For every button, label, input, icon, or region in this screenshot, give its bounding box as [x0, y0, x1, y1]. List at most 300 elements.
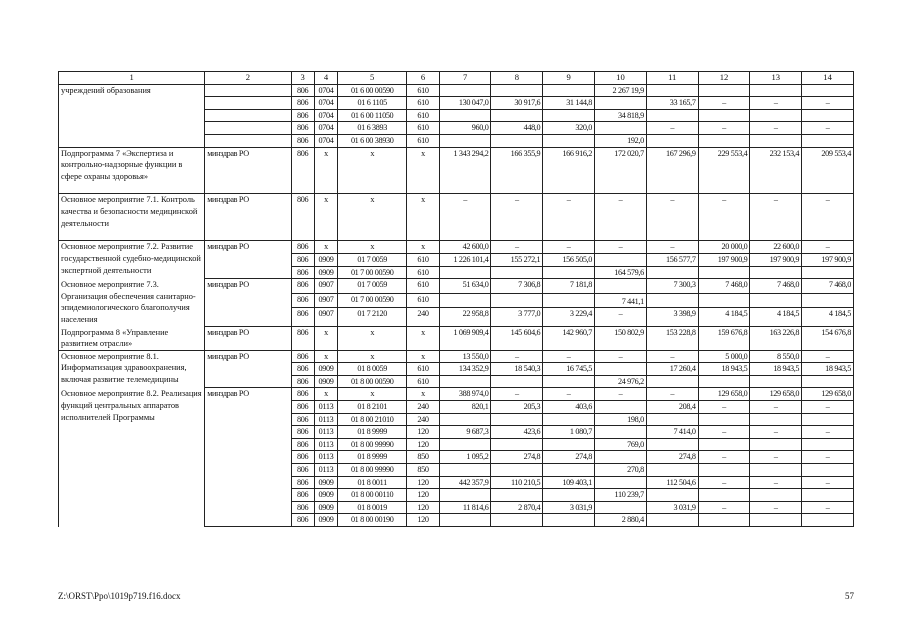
total-value-cell: 11 814,6 — [439, 501, 491, 514]
value-2014-cell — [491, 413, 543, 426]
value-2015-cell: 403,6 — [543, 401, 595, 414]
value-2016-cell: 769,0 — [595, 438, 647, 451]
grbs-code-cell: 806 — [291, 476, 314, 489]
value-2019-cell: – — [750, 501, 802, 514]
section-code-cell: 0704 — [314, 84, 337, 97]
section-code-cell: 0907 — [314, 279, 337, 293]
value-2020-cell — [802, 375, 854, 388]
value-2018-cell: 197 900,9 — [698, 253, 750, 266]
value-2020-cell — [802, 438, 854, 451]
section-code-cell: 0909 — [314, 489, 337, 502]
grbs-code-cell: 806 — [291, 122, 314, 135]
value-2015-cell — [543, 84, 595, 97]
grbs-code-cell: 806 — [291, 388, 314, 401]
value-2019-cell: 232 153,4 — [750, 147, 802, 194]
value-2018-cell — [698, 438, 750, 451]
value-2015-cell: 142 960,7 — [543, 326, 595, 350]
value-2014-cell — [491, 293, 543, 307]
grbs-code-cell: 806 — [291, 253, 314, 266]
target-article-code-cell: 01 6 3893 — [338, 122, 407, 135]
value-2016-cell: 164 579,6 — [595, 266, 647, 279]
value-2020-cell: 129 658,0 — [802, 388, 854, 401]
value-2020-cell: 197 900,9 — [802, 253, 854, 266]
responsible-executor-cell: минздрав РО — [205, 279, 291, 326]
value-2015-cell — [543, 266, 595, 279]
value-2017-cell: 3 031,9 — [646, 501, 698, 514]
section-code-cell: 0704 — [314, 97, 337, 110]
expense-type-code-cell: x — [407, 388, 439, 401]
value-2020-cell: 209 553,4 — [802, 147, 854, 194]
value-2020-cell: 7 468,0 — [802, 279, 854, 293]
value-2015-cell: – — [543, 241, 595, 254]
target-article-code-cell: 01 8 00 99990 — [338, 438, 407, 451]
value-2020-cell — [802, 134, 854, 147]
value-2015-cell: 1 080,7 — [543, 426, 595, 439]
section-code-cell: 0704 — [314, 122, 337, 135]
value-2014-cell: 30 917,6 — [491, 97, 543, 110]
expense-type-code-cell: 120 — [407, 438, 439, 451]
value-2017-cell: 208,4 — [646, 401, 698, 414]
value-2017-cell: 274,8 — [646, 451, 698, 464]
column-header: 11 — [646, 72, 698, 85]
budget-table — [58, 71, 854, 527]
target-article-code-cell: 01 8 00 00590 — [338, 375, 407, 388]
value-2015-cell — [543, 293, 595, 307]
value-2016-cell — [595, 401, 647, 414]
section-code-cell: 0909 — [314, 266, 337, 279]
value-2016-cell: 150 802,9 — [595, 326, 647, 350]
value-2019-cell — [750, 514, 802, 527]
value-2020-cell: – — [802, 401, 854, 414]
section-code-cell: 0113 — [314, 438, 337, 451]
section-code-cell: x — [314, 350, 337, 363]
value-2018-cell: – — [698, 501, 750, 514]
value-2019-cell: 129 658,0 — [750, 388, 802, 401]
expense-type-code-cell: x — [407, 194, 439, 241]
value-2014-cell — [491, 84, 543, 97]
value-2014-cell — [491, 375, 543, 388]
value-2014-cell: – — [491, 350, 543, 363]
table-row — [59, 350, 854, 363]
value-2019-cell: – — [750, 476, 802, 489]
total-value-cell — [439, 464, 491, 477]
value-2017-cell — [646, 84, 698, 97]
value-2015-cell: 166 916,2 — [543, 147, 595, 194]
value-2018-cell: 7 468,0 — [698, 279, 750, 293]
value-2015-cell: – — [543, 350, 595, 363]
column-header: 7 — [439, 72, 491, 85]
value-2016-cell — [595, 363, 647, 376]
value-2018-cell: 129 658,0 — [698, 388, 750, 401]
target-article-code-cell: 01 7 2120 — [338, 308, 407, 326]
value-2015-cell: 16 745,5 — [543, 363, 595, 376]
grbs-code-cell: 806 — [291, 375, 314, 388]
target-article-code-cell: 01 8 00 00110 — [338, 489, 407, 502]
program-name-cell: Основное мероприятие 7.2. Развитие государственной судебно-медицинской экспертной деятельности — [59, 241, 205, 279]
total-value-cell: 442 357,9 — [439, 476, 491, 489]
expense-type-code-cell: 610 — [407, 109, 439, 122]
value-2015-cell: – — [543, 194, 595, 241]
expense-type-code-cell: x — [407, 326, 439, 350]
value-2019-cell — [750, 109, 802, 122]
value-2018-cell — [698, 464, 750, 477]
value-2020-cell: – — [802, 426, 854, 439]
target-article-code-cell: 01 6 1105 — [338, 97, 407, 110]
grbs-code-cell: 806 — [291, 363, 314, 376]
value-2016-cell: 7 441,1 — [595, 293, 647, 307]
section-code-cell: x — [314, 326, 337, 350]
total-value-cell: 9 687,3 — [439, 426, 491, 439]
target-article-code-cell: 01 7 0059 — [338, 279, 407, 293]
value-2014-cell — [491, 134, 543, 147]
value-2020-cell: 4 184,5 — [802, 308, 854, 326]
value-2015-cell — [543, 134, 595, 147]
expense-type-code-cell: 610 — [407, 122, 439, 135]
value-2017-cell — [646, 413, 698, 426]
value-2018-cell — [698, 293, 750, 307]
value-2020-cell — [802, 293, 854, 307]
grbs-code-cell: 806 — [291, 413, 314, 426]
value-2017-cell: – — [646, 350, 698, 363]
column-header: 5 — [338, 72, 407, 85]
value-2015-cell — [543, 109, 595, 122]
value-2014-cell: – — [491, 241, 543, 254]
value-2019-cell: – — [750, 194, 802, 241]
program-name-cell: Основное мероприятие 8.1. Информатизация здравоохранения, включая развитие телемедицины — [59, 350, 205, 388]
value-2016-cell: – — [595, 194, 647, 241]
section-code-cell: 0113 — [314, 464, 337, 477]
expense-type-code-cell: x — [407, 147, 439, 194]
expense-type-code-cell: 610 — [407, 266, 439, 279]
target-article-code-cell: 01 8 9999 — [338, 426, 407, 439]
responsible-executor-cell — [205, 84, 291, 97]
value-2017-cell — [646, 266, 698, 279]
column-header: 14 — [802, 72, 854, 85]
expense-type-code-cell: 610 — [407, 375, 439, 388]
table-row — [59, 109, 854, 122]
responsible-executor-cell: минздрав РО — [205, 388, 291, 527]
total-value-cell — [439, 84, 491, 97]
table-row — [59, 241, 854, 254]
total-value-cell — [439, 109, 491, 122]
value-2017-cell: 167 296,9 — [646, 147, 698, 194]
value-2014-cell — [491, 464, 543, 477]
table-body — [59, 72, 854, 527]
grbs-code-cell: 806 — [291, 147, 314, 194]
value-2019-cell: – — [750, 426, 802, 439]
section-code-cell: 0909 — [314, 375, 337, 388]
value-2016-cell — [595, 253, 647, 266]
value-2014-cell: 274,8 — [491, 451, 543, 464]
grbs-code-cell: 806 — [291, 293, 314, 307]
value-2020-cell: – — [802, 350, 854, 363]
section-code-cell: 0909 — [314, 501, 337, 514]
value-2014-cell: – — [491, 194, 543, 241]
value-2019-cell — [750, 413, 802, 426]
section-code-cell: x — [314, 241, 337, 254]
value-2017-cell — [646, 464, 698, 477]
target-article-code-cell: 01 7 00 00590 — [338, 266, 407, 279]
value-2018-cell: – — [698, 97, 750, 110]
target-article-code-cell: 01 8 00 21010 — [338, 413, 407, 426]
value-2015-cell — [543, 375, 595, 388]
footer-file-path: Z:\ORST\Ppo\1019p719.f16.docx — [58, 591, 181, 601]
value-2017-cell: – — [646, 241, 698, 254]
value-2017-cell — [646, 109, 698, 122]
value-2019-cell: – — [750, 401, 802, 414]
table-header-row — [59, 72, 854, 85]
column-header: 2 — [205, 72, 291, 85]
table-row — [59, 388, 854, 401]
section-code-cell: x — [314, 194, 337, 241]
program-name-cell: Подпрограмма 7 «Экспертиза и контрольно-надзорные функции в сфере охраны здоровья» — [59, 147, 205, 194]
value-2020-cell: – — [802, 476, 854, 489]
value-2014-cell: 18 540,3 — [491, 363, 543, 376]
program-name-cell — [59, 134, 205, 147]
value-2014-cell: 7 306,8 — [491, 279, 543, 293]
value-2020-cell: – — [802, 451, 854, 464]
page-number: 57 — [845, 591, 854, 601]
grbs-code-cell: 806 — [291, 451, 314, 464]
target-article-code-cell: 01 6 00 11050 — [338, 109, 407, 122]
expense-type-code-cell: x — [407, 241, 439, 254]
value-2016-cell — [595, 476, 647, 489]
expense-type-code-cell: 610 — [407, 97, 439, 110]
responsible-executor-cell: минздрав РО — [205, 241, 291, 279]
grbs-code-cell: 806 — [291, 134, 314, 147]
value-2019-cell: 8 550,0 — [750, 350, 802, 363]
value-2015-cell — [543, 464, 595, 477]
target-article-code-cell: 01 8 0019 — [338, 501, 407, 514]
total-value-cell — [439, 489, 491, 502]
grbs-code-cell: 806 — [291, 464, 314, 477]
value-2017-cell: – — [646, 388, 698, 401]
grbs-code-cell: 806 — [291, 489, 314, 502]
expense-type-code-cell: 240 — [407, 308, 439, 326]
total-value-cell: 1 095,2 — [439, 451, 491, 464]
value-2016-cell: 34 818,9 — [595, 109, 647, 122]
value-2015-cell: 31 144,8 — [543, 97, 595, 110]
program-name-cell: Основное мероприятие 8.2. Реализация функций центральных аппаратов исполнителей Программы — [59, 388, 205, 527]
section-code-cell: 0704 — [314, 109, 337, 122]
section-code-cell: 0909 — [314, 476, 337, 489]
value-2015-cell: 274,8 — [543, 451, 595, 464]
grbs-code-cell: 806 — [291, 326, 314, 350]
grbs-code-cell: 806 — [291, 401, 314, 414]
total-value-cell: 1 069 909,4 — [439, 326, 491, 350]
value-2015-cell — [543, 514, 595, 527]
value-2019-cell — [750, 375, 802, 388]
value-2016-cell — [595, 426, 647, 439]
value-2019-cell: 4 184,5 — [750, 308, 802, 326]
column-header: 6 — [407, 72, 439, 85]
expense-type-code-cell: 610 — [407, 279, 439, 293]
value-2019-cell — [750, 438, 802, 451]
value-2020-cell: 154 676,8 — [802, 326, 854, 350]
value-2017-cell: 156 577,7 — [646, 253, 698, 266]
column-header: 9 — [543, 72, 595, 85]
value-2020-cell: – — [802, 194, 854, 241]
program-name-cell — [59, 122, 205, 135]
section-code-cell: 0113 — [314, 451, 337, 464]
grbs-code-cell: 806 — [291, 438, 314, 451]
total-value-cell: 960,0 — [439, 122, 491, 135]
table-row — [59, 84, 854, 97]
value-2017-cell: 7 300,3 — [646, 279, 698, 293]
value-2016-cell — [595, 279, 647, 293]
table-row — [59, 122, 854, 135]
target-article-code-cell: 01 8 0059 — [338, 363, 407, 376]
value-2016-cell: 270,8 — [595, 464, 647, 477]
value-2018-cell: – — [698, 451, 750, 464]
program-name-cell: Основное мероприятие 7.1. Контроль качества и безопасности медицинской деятельности — [59, 194, 205, 241]
value-2014-cell — [491, 514, 543, 527]
value-2018-cell: 5 000,0 — [698, 350, 750, 363]
value-2017-cell: 3 398,9 — [646, 308, 698, 326]
column-header: 13 — [750, 72, 802, 85]
grbs-code-cell: 806 — [291, 241, 314, 254]
value-2015-cell — [543, 413, 595, 426]
value-2015-cell: 156 505,0 — [543, 253, 595, 266]
grbs-code-cell: 806 — [291, 266, 314, 279]
responsible-executor-cell — [205, 134, 291, 147]
value-2020-cell: – — [802, 501, 854, 514]
value-2014-cell: 145 604,6 — [491, 326, 543, 350]
total-value-cell: 42 600,0 — [439, 241, 491, 254]
value-2016-cell — [595, 122, 647, 135]
table-row — [59, 279, 854, 293]
value-2016-cell — [595, 501, 647, 514]
value-2014-cell: 166 355,9 — [491, 147, 543, 194]
value-2017-cell: 153 228,8 — [646, 326, 698, 350]
section-code-cell: 0909 — [314, 363, 337, 376]
value-2017-cell — [646, 489, 698, 502]
responsible-executor-cell: минздрав РО — [205, 326, 291, 350]
grbs-code-cell: 806 — [291, 84, 314, 97]
value-2017-cell: 7 414,0 — [646, 426, 698, 439]
target-article-code-cell: 01 7 0059 — [338, 253, 407, 266]
expense-type-code-cell: x — [407, 350, 439, 363]
total-value-cell — [439, 413, 491, 426]
value-2015-cell — [543, 489, 595, 502]
value-2014-cell: 155 272,1 — [491, 253, 543, 266]
expense-type-code-cell: 120 — [407, 426, 439, 439]
grbs-code-cell: 806 — [291, 308, 314, 326]
target-article-code-cell: 01 8 9999 — [338, 451, 407, 464]
value-2016-cell: 198,0 — [595, 413, 647, 426]
value-2017-cell — [646, 375, 698, 388]
table-row — [59, 97, 854, 110]
value-2017-cell: – — [646, 194, 698, 241]
value-2016-cell: 172 020,7 — [595, 147, 647, 194]
program-name-cell — [59, 97, 205, 110]
section-code-cell: 0909 — [314, 514, 337, 527]
value-2019-cell — [750, 464, 802, 477]
section-code-cell: 0113 — [314, 413, 337, 426]
value-2019-cell: 7 468,0 — [750, 279, 802, 293]
value-2020-cell — [802, 413, 854, 426]
column-header: 10 — [595, 72, 647, 85]
target-article-code-cell: x — [338, 241, 407, 254]
section-code-cell: 0907 — [314, 308, 337, 326]
target-article-code-cell: x — [338, 388, 407, 401]
expense-type-code-cell: 610 — [407, 293, 439, 307]
value-2018-cell: 4 184,5 — [698, 308, 750, 326]
program-name-cell: учреждений образования — [59, 84, 205, 97]
value-2018-cell: 20 000,0 — [698, 241, 750, 254]
value-2019-cell: – — [750, 451, 802, 464]
grbs-code-cell: 806 — [291, 109, 314, 122]
program-name-cell: Основное мероприятие 7.3. Организация обеспечения санитарно-эпидемиологического благополучия населения — [59, 279, 205, 326]
expense-type-code-cell: 240 — [407, 413, 439, 426]
section-code-cell: x — [314, 147, 337, 194]
value-2014-cell: 110 210,5 — [491, 476, 543, 489]
value-2018-cell: – — [698, 426, 750, 439]
expense-type-code-cell: 120 — [407, 476, 439, 489]
target-article-code-cell: x — [338, 147, 407, 194]
value-2015-cell: 3 031,9 — [543, 501, 595, 514]
value-2016-cell: 2 880,4 — [595, 514, 647, 527]
target-article-code-cell: 01 8 2101 — [338, 401, 407, 414]
total-value-cell — [439, 266, 491, 279]
target-article-code-cell: x — [338, 194, 407, 241]
value-2018-cell — [698, 413, 750, 426]
grbs-code-cell: 806 — [291, 501, 314, 514]
value-2019-cell: – — [750, 122, 802, 135]
total-value-cell: 13 550,0 — [439, 350, 491, 363]
value-2019-cell — [750, 489, 802, 502]
section-code-cell: 0907 — [314, 293, 337, 307]
value-2020-cell: 18 943,5 — [802, 363, 854, 376]
target-article-code-cell: 01 8 00 00190 — [338, 514, 407, 527]
value-2016-cell: – — [595, 350, 647, 363]
value-2018-cell — [698, 266, 750, 279]
value-2014-cell — [491, 489, 543, 502]
expense-type-code-cell: 120 — [407, 514, 439, 527]
value-2017-cell — [646, 134, 698, 147]
value-2020-cell — [802, 109, 854, 122]
expense-type-code-cell: 610 — [407, 134, 439, 147]
expense-type-code-cell: 610 — [407, 363, 439, 376]
responsible-executor-cell — [205, 109, 291, 122]
table-row — [59, 326, 854, 350]
value-2018-cell: 159 676,8 — [698, 326, 750, 350]
value-2016-cell: – — [595, 241, 647, 254]
section-code-cell: 0113 — [314, 401, 337, 414]
value-2020-cell — [802, 514, 854, 527]
value-2016-cell: 192,0 — [595, 134, 647, 147]
value-2020-cell — [802, 84, 854, 97]
value-2015-cell — [543, 438, 595, 451]
grbs-code-cell: 806 — [291, 279, 314, 293]
value-2016-cell — [595, 451, 647, 464]
total-value-cell: 130 047,0 — [439, 97, 491, 110]
responsible-executor-cell: минздрав РО — [205, 147, 291, 194]
target-article-code-cell: 01 8 0011 — [338, 476, 407, 489]
value-2017-cell — [646, 293, 698, 307]
value-2018-cell: – — [698, 401, 750, 414]
value-2015-cell: – — [543, 388, 595, 401]
expense-type-code-cell: 850 — [407, 464, 439, 477]
value-2014-cell — [491, 109, 543, 122]
value-2018-cell: 229 553,4 — [698, 147, 750, 194]
grbs-code-cell: 806 — [291, 426, 314, 439]
target-article-code-cell: x — [338, 326, 407, 350]
total-value-cell: 388 974,0 — [439, 388, 491, 401]
table-row — [59, 134, 854, 147]
value-2014-cell: 2 870,4 — [491, 501, 543, 514]
value-2017-cell: 112 504,6 — [646, 476, 698, 489]
